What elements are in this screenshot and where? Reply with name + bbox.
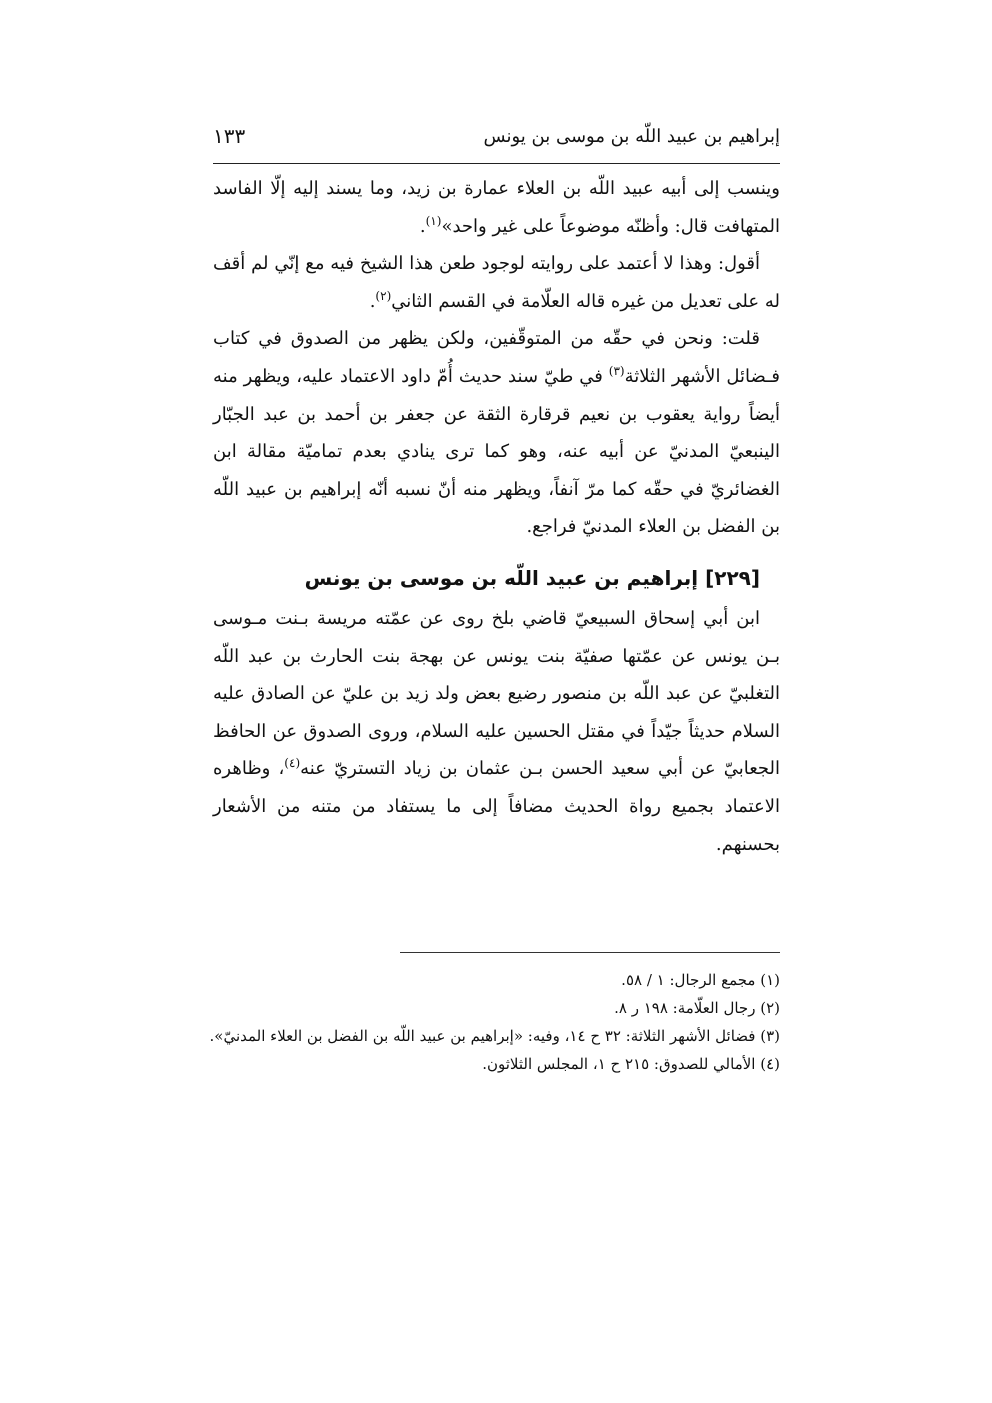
footnote-4: (٤) الأمالي للصدوق: ٢١٥ ح ١، المجلس الثلاثون. bbox=[482, 1055, 780, 1073]
footnote-ref-3[interactable]: (٣) bbox=[608, 363, 625, 378]
footnote-1: (١) مجمع الرجال: ١ / ٥٨. bbox=[621, 971, 780, 989]
paragraph-1-end: . bbox=[419, 215, 426, 237]
page-header bbox=[213, 120, 780, 152]
footnote-ref-1[interactable]: (١) bbox=[425, 213, 442, 228]
footnote-ref-4[interactable]: (٤) bbox=[284, 756, 301, 771]
paragraph-1-text: وينسب إلى أبيه عبيد اللّه بن العلاء عمارة بن زيد، وما يسند إليه إلّا الفاسد المتهافت قال: وأظنّه موضوعاً على غير واحد» bbox=[213, 178, 780, 237]
footnote-3: (٣) فضائل الأشهر الثلاثة: ٣٢ ح ١٤، وفيه: «إبراهيم بن عبيد اللّه بن الفضل بن العلاء المدنيّ». bbox=[209, 1027, 780, 1045]
paragraph-2-end: . bbox=[369, 290, 376, 312]
running-title: إبراهيم بن عبيد اللّه بن موسى بن يونس bbox=[483, 125, 780, 147]
footnotes bbox=[209, 966, 780, 1078]
paragraph-4 bbox=[213, 600, 780, 863]
paragraph-3 bbox=[213, 320, 780, 546]
footnote-ref-2[interactable]: (٢) bbox=[375, 288, 392, 303]
main-text bbox=[213, 170, 780, 863]
page-number: ١٣٣ bbox=[213, 124, 246, 148]
footnote-2: (٢) رجال العلّامة: ١٩٨ ر ٨. bbox=[614, 999, 780, 1017]
paragraph-1 bbox=[213, 170, 780, 245]
header-rule bbox=[213, 163, 780, 164]
paragraph-2-text: أقول: وهذا لا أعتمد على روايته لوجود طعن هذا الشيخ فيه مع إنّي لم أقف له على تعديل من غيره قاله العلّامة في القسم الثاني bbox=[213, 253, 780, 312]
paragraph-3-text-a: قلت: ونحن في حقّه من المتوقّفين، ولكن يظهر من الصدوق في كتاب فـضائل الأشهر الثلاثة bbox=[213, 328, 780, 387]
paragraph-4-text-a: ابن أبي إسحاق السبيعيّ قاضي بلخ روى عن عمّته مريسة بـنت مـوسى بـن يونس عن عمّتها صفيّة بنت يونس عن بهجة بنت الحارث بن عبد اللّه التغلبيّ عن عبد اللّه بن منصور رضيع بعض ولد زيد بن عليّ عن الصادق عليه السلام حديثاً جيّداً في مقتل الحسين عليه السلام، وروى الصدوق عن الحافظ الجعابيّ عن أبي سعيد الحسن بـن عثمان بن زياد التستريّ عنه bbox=[213, 607, 780, 780]
footnote-separator bbox=[400, 952, 780, 953]
paragraph-4-text-b: ، وظاهره الاعتماد بجميع رواة الحديث مضافاً إلى ما يستفاد من متنه من الأشعار بحسنهم. bbox=[213, 758, 780, 855]
paragraph-2 bbox=[213, 245, 780, 320]
entry-heading: [٢٢٩] إبراهيم بن عبيد اللّه بن موسى بن يونس bbox=[304, 565, 760, 590]
paragraph-3-text-b: في طيّ سند حديث أُمّ داود الاعتماد عليه، ويظهر منه أيضاً رواية يعقوب بن نعيم قرقارة الثقة عن جعفر بن أحمد بن عبد الجبّار الينبعيّ المدنيّ عن أبيه عنه، وهو كما ترى ينادي بعدم تماميّة مقالة ابن الغضائريّ في حقّه كما مرّ آنفاً، ويظهر منه أنّ نسبه أنّه إبراهيم بن عبيد اللّه بن الفضل بن العلاء المدنيّ فراجع. bbox=[213, 365, 780, 538]
